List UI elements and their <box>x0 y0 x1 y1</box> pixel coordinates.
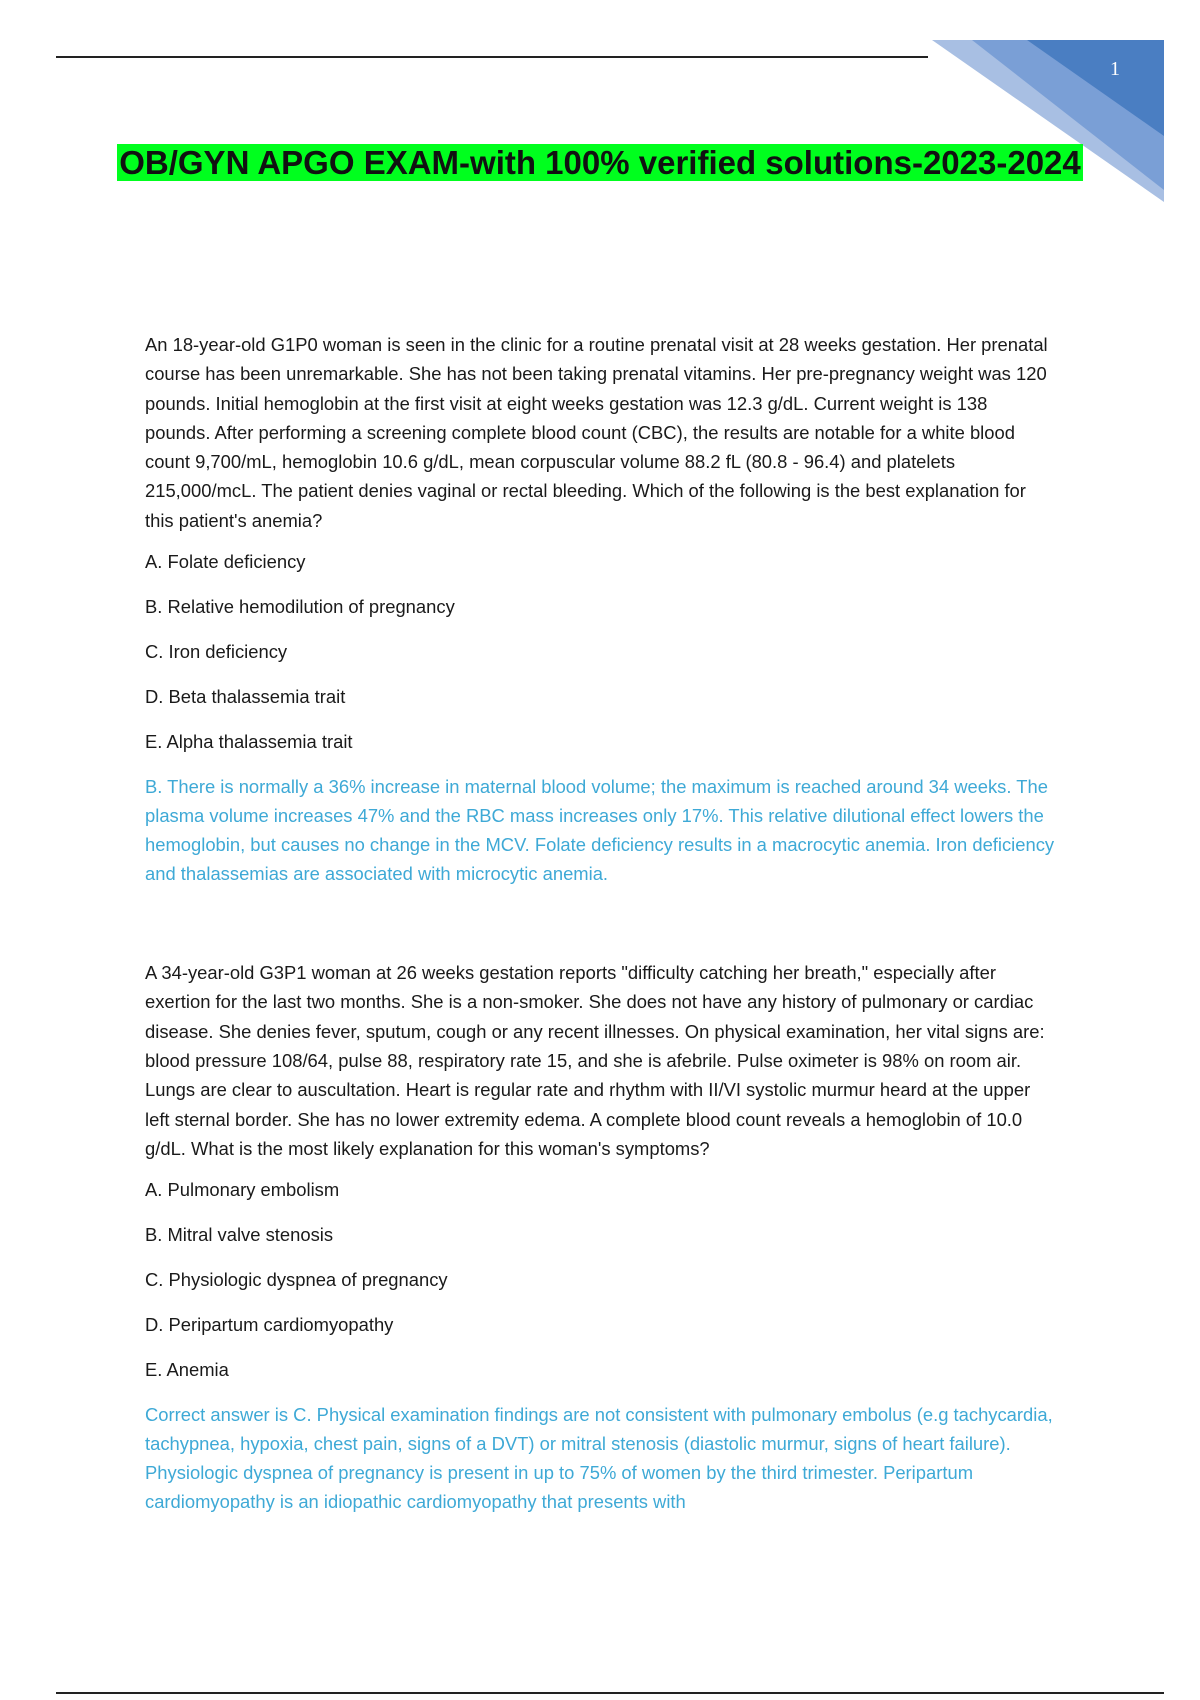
question-block-2 <box>145 958 1055 1516</box>
header-rule <box>56 56 928 58</box>
question-stem: An 18-year-old G1P0 woman is seen in the clinic for a routine prenatal visit at 28 weeks gestation. Her prenatal course has been unremarkable. She has not been taking prenatal vitamins. Her pre-pregnancy weight was 120 pounds. Initial hemoglobin at the first visit at eight weeks gestation was 12.3 g/dL. Current weight is 138 pounds. After performing a screening complete blood count (CBC), the results are notable for a white blood count 9,700/mL, hemoglobin 10.6 g/dL, mean corpuscular volume 88.2 fL (80.8 - 96.4) and platelets 215,000/mcL. The patient denies vaginal or rectal bleeding. Which of the following is the best explanation for this patient's anemia? <box>145 334 1048 531</box>
answer-option-a: A. Pulmonary embolism <box>145 1179 340 1201</box>
answer-option-e: E. Alpha thalassemia trait <box>145 731 353 753</box>
answer-option-a: A. Folate deficiency <box>145 551 306 573</box>
answer-option-e: E. Anemia <box>145 1359 229 1381</box>
answer-explanation: Correct answer is C. Physical examination findings are not consistent with pulmonary embolus (e.g tachycardia, tachypnea, hypoxia, chest pain, signs of a DVT) or mitral stenosis (diastolic murmur, signs of heart failure). Physiologic dyspnea of pregnancy is present in up to 75% of women by the third trimester. Peripartum cardiomyopathy is an idiopathic cardiomyopathy that presents with <box>145 1404 1053 1513</box>
page-number: 1 <box>1110 58 1120 80</box>
answer-option-d: D. Peripartum cardiomyopathy <box>145 1314 394 1336</box>
answer-option-c: C. Physiologic dyspnea of pregnancy <box>145 1269 448 1291</box>
answer-option-b: B. Mitral valve stenosis <box>145 1224 334 1246</box>
question-block-1 <box>145 330 1055 888</box>
answer-option-d: D. Beta thalassemia trait <box>145 686 346 708</box>
document-body <box>145 330 1055 1516</box>
answer-option-b: B. Relative hemodilution of pregnancy <box>145 596 455 618</box>
question-stem: A 34-year-old G3P1 woman at 26 weeks gestation reports "difficulty catching her breath," especially after exertion for the last two months. She is a non-smoker. She does not have any history of pulmonary or cardiac disease. She denies fever, sputum, cough or any recent illnesses. On physical examination, her vital signs are: blood pressure 108/64, pulse 88, respiratory rate 15, and she is afebrile. Pulse oximeter is 98% on room air. Lungs are clear to auscultation. Heart is regular rate and rhythm with II/VI systolic murmur heard at the upper left sternal border. She has no lower extremity edema. A complete blood count reveals a hemoglobin of 10.0 g/dL. What is the most likely explanation for this woman's symptoms? <box>145 962 1045 1159</box>
answer-explanation: B. There is normally a 36% increase in maternal blood volume; the maximum is reached around 34 weeks. The plasma volume increases 47% and the RBC mass increases only 17%. This relative dilutional effect lowers the hemoglobin, but causes no change in the MCV. Folate deficiency results in a macrocytic anemia. Iron deficiency and thalassemias are associated with microcytic anemia. <box>145 776 1055 885</box>
footer-rule <box>56 1692 1164 1694</box>
document-title <box>110 140 1090 185</box>
document-title-text: OB/GYN APGO EXAM-with 100% verified solutions-2023-2024 <box>119 144 1081 181</box>
answer-option-c: C. Iron deficiency <box>145 641 288 663</box>
